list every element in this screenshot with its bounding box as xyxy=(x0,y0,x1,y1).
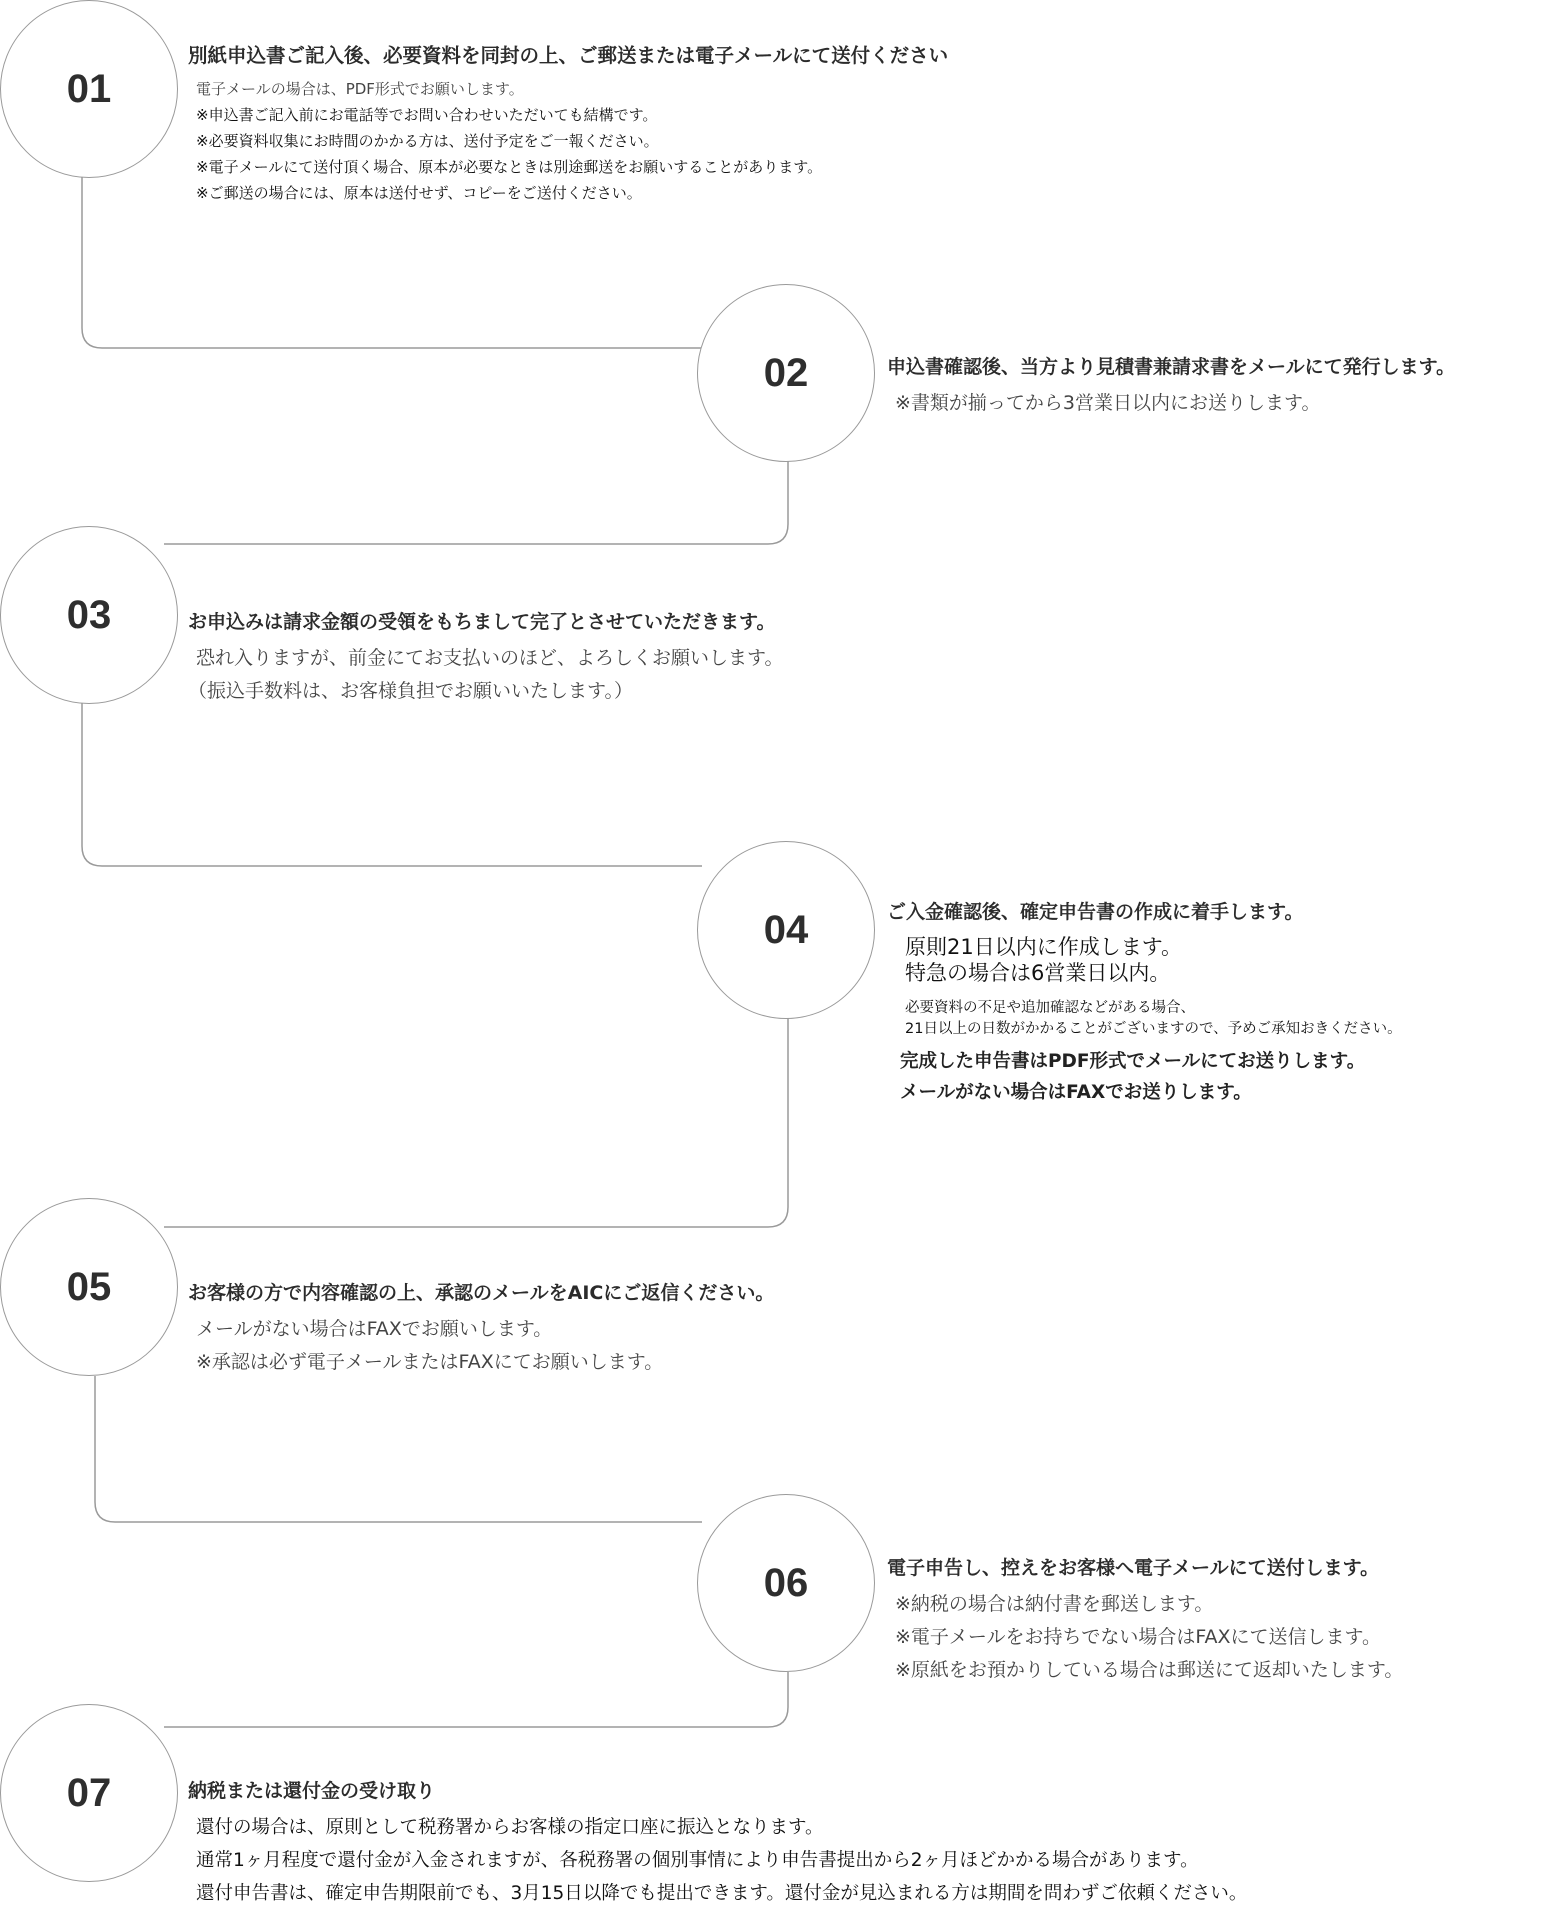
step-02-note-1: ※書類が揃ってから3営業日以内にお送りします。 xyxy=(895,392,1321,414)
step-01-number: 01 xyxy=(66,66,112,111)
step-02-content xyxy=(887,352,1455,420)
step-03-note-2: （振込手数料は、お客様負担でお願いいたします。） xyxy=(188,680,633,702)
step-04-note-6: メールがない場合はFAXでお送りします。 xyxy=(900,1082,1252,1103)
step-05-circle xyxy=(0,1198,178,1376)
step-07-number: 07 xyxy=(66,1770,112,1815)
step-02-title: 申込書確認後、当方より見積書兼請求書をメールにて発行します。 xyxy=(887,356,1456,378)
step-01-content xyxy=(188,40,948,206)
step-06-content xyxy=(887,1553,1403,1687)
step-07-note-1: 還付の場合は、原則として税務署からお客様の指定口座に振込となります。 xyxy=(196,1817,824,1838)
step-04-note-3: 必要資料の不足や追加確認などがある場合、 xyxy=(905,1000,1195,1016)
step-02-circle xyxy=(697,284,875,462)
step-07-title: 納税または還付金の受け取り xyxy=(188,1780,436,1802)
step-06-note-3: ※原紙をお預かりしている場合は郵送にて返却いたします。 xyxy=(895,1659,1404,1681)
step-04-note-5: 完成した申告書はPDF形式でメールにてお送りします。 xyxy=(900,1051,1366,1072)
step-06-number: 06 xyxy=(763,1560,809,1605)
step-05-title: お客様の方で内容確認の上、承認のメールをAICにご返信ください。 xyxy=(188,1282,775,1304)
step-02-number: 02 xyxy=(763,350,809,395)
step-06-circle xyxy=(697,1494,875,1672)
step-07-circle xyxy=(0,1704,178,1882)
step-01-note-3: ※必要資料収集にお時間のかかる方は、送付予定をご一報ください。 xyxy=(196,132,659,150)
step-04-title: ご入金確認後、確定申告書の作成に着手します。 xyxy=(887,901,1304,923)
step-04-number: 04 xyxy=(763,907,809,952)
step-07-content xyxy=(188,1776,1247,1910)
step-05-content xyxy=(188,1278,774,1379)
step-01-title: 別紙申込書ご記入後、必要資料を同封の上、ご郵送または電子メールにて送付ください xyxy=(188,44,949,67)
step-04-circle xyxy=(697,841,875,1019)
step-03-note-1: 恐れ入りますが、前金にてお支払いのほど、よろしくお願いします。 xyxy=(196,647,784,669)
step-03-title: お申込みは請求金額の受領をもちまして完了とさせていただきます。 xyxy=(188,611,776,633)
step-05-number: 05 xyxy=(66,1264,112,1309)
step-03-number: 03 xyxy=(66,592,112,637)
step-01-note-5: ※ご郵送の場合には、原本は送付せず、コピーをご送付ください。 xyxy=(196,184,642,202)
step-06-note-2: ※電子メールをお持ちでない場合はFAXにて送信します。 xyxy=(895,1626,1382,1648)
step-03-circle xyxy=(0,526,178,704)
step-06-title: 電子申告し、控えをお客様へ電子メールにて送付します。 xyxy=(887,1557,1380,1579)
step-03-content xyxy=(188,607,783,708)
step-04-note-2: 特急の場合は6営業日以内。 xyxy=(905,961,1171,985)
step-04-note-1: 原則21日以内に作成します。 xyxy=(905,935,1183,959)
step-05-note-1: メールがない場合はFAXでお願いします。 xyxy=(196,1318,553,1340)
step-01-note-1: 電子メールの場合は、PDF形式でお願いします。 xyxy=(196,80,524,98)
step-07-note-3: 還付申告書は、確定申告期限前でも、3月15日以降でも提出できます。還付金が見込まれる方は期間を問わずご依頼ください。 xyxy=(196,1883,1248,1904)
step-06-note-1: ※納税の場合は納付書を郵送します。 xyxy=(895,1593,1214,1615)
step-01-note-4: ※電子メールにて送付頂く場合、原本が必要なときは別途郵送をお願いすることがあります。 xyxy=(196,158,823,176)
step-01-note-2: ※申込書ご記入前にお電話等でお問い合わせいただいても結構です。 xyxy=(196,106,658,124)
step-07-note-2: 通常1ヶ月程度で還付金が入金されますが、各税務署の個別事情により申告書提出から2ヶ月ほどかかる場合があります。 xyxy=(196,1850,1199,1871)
step-05-note-2: ※承認は必ず電子メールまたはFAXにてお願いします。 xyxy=(196,1351,664,1373)
step-04-note-4: 21日以上の日数がかかることがございますので、予めご承知おきください。 xyxy=(905,1021,1402,1037)
step-04-content xyxy=(887,897,1402,1108)
step-01-circle xyxy=(0,0,178,178)
